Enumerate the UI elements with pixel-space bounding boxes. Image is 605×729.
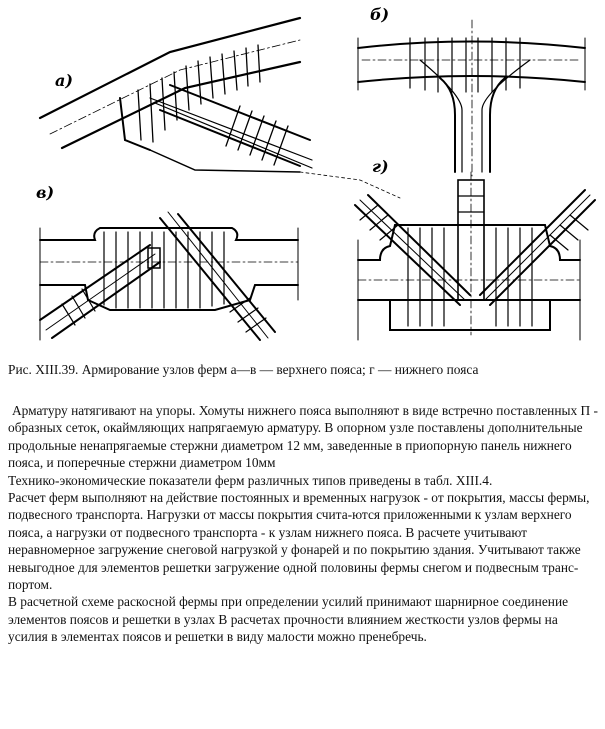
reinforcement-drawing — [0, 0, 605, 360]
paragraph: Технико-экономические показатели ферм различных типов приведены в табл. XIII.4. — [8, 472, 493, 488]
panel-label-a: а) — [55, 71, 73, 90]
panel-b-drawing — [358, 20, 585, 176]
paragraph: Арматуру натягивают на упоры. Хомуты нижнего пояса выполняют в виде встречно поставленных П - образных сеток, окаймляющих напрягаемую арматуру. В опорном узле поставлены дополнительные продольные ненапрягаемые стержни диаметром 12 мм, заведенные в приопорную панель нижнего пояса, и поперечные стержни диаметром 10мм — [8, 403, 599, 471]
panel-v-drawing — [40, 212, 298, 340]
body-text — [8, 402, 600, 646]
panel-g-drawing — [355, 172, 595, 340]
panel-label-v: в) — [36, 183, 55, 202]
paragraph: В расчетной схеме раскосной фермы при определении усилий принимают шарнирное соединение элементов поясов и решетки в узлах В расчетах прочности влиянием жесткости узлов фермы на усилия в элементах поясов и решетки в виду малости можно пренебречь. — [8, 594, 569, 645]
panel-label-b: б) — [370, 5, 390, 24]
panel-a-drawing — [40, 18, 400, 198]
panel-label-g: г) — [372, 157, 389, 176]
figure-caption: Рис. XIII.39. Армирование узлов ферм а—в — верхнего пояса; г — нижнего пояса — [8, 362, 479, 377]
paragraph: Расчет ферм выполняют на действие постоянных и временных нагрузок - от покрытия, массы фермы, подвесного транспорта. Нагрузки от массы покрытия счита-ются приложенными к узлам верхнего пояса, а нагрузки от подвесного транспорта - к узлам нижнего пояса. В расчете учитывают неравномерное загружение снеговой нагрузкой у фонарей и по покрытию здания. Учитывают также невыгодное для элементов решетки загружение одной половины фермы снегом и подвесным транс-портом. — [8, 490, 590, 593]
